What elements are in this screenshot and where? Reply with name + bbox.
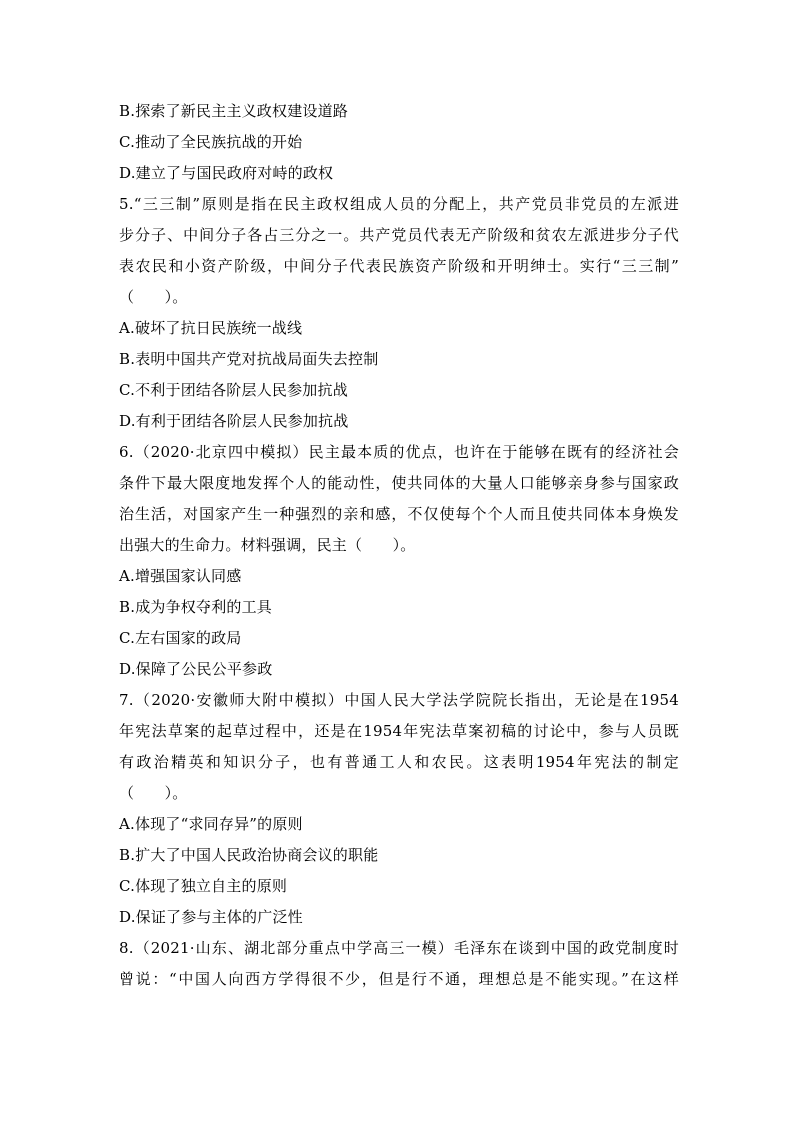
question-stem-line: 治生活，对国家产生一种强烈的亲和感，不仅使每个个人而且使共同体本身焕发 bbox=[119, 505, 679, 523]
question-4-options bbox=[119, 96, 679, 189]
question-stem-line: 出强大的生命力。材料强调，民主（ ）。 bbox=[119, 536, 416, 554]
option-d: D.有利于团结各阶层人民参加抗战 bbox=[119, 412, 349, 430]
option-b: B.扩大了中国人民政治协商会议的职能 bbox=[119, 846, 379, 864]
option-a: A.增强国家认同感 bbox=[119, 567, 242, 585]
option-b: B.表明中国共产党对抗战局面失去控制 bbox=[119, 350, 379, 368]
option-c: C.不利于团结各阶层人民参加抗战 bbox=[119, 381, 348, 399]
question-stem-line: 7.（2020·安徽师大附中模拟）中国人民大学法学院院长指出，无论是在1954 bbox=[119, 691, 679, 709]
question-stem-line: （ ）。 bbox=[119, 288, 188, 306]
question-stem-line: 曾说：“中国人向西方学得很不少，但是行不通，理想总是不能实现。”在这样 bbox=[119, 970, 679, 988]
option-d: D.保证了参与主体的广泛性 bbox=[119, 908, 303, 926]
question-stem-line: （ ）。 bbox=[119, 784, 188, 802]
option-a: A.体现了“求同存异”的原则 bbox=[119, 815, 303, 833]
option-c: C.推动了全民族抗战的开始 bbox=[119, 133, 303, 151]
question-stem-line: 步分子、中间分子各占三分之一。共产党员代表无产阶级和贫农左派进步分子代 bbox=[119, 226, 679, 244]
question-stem-line: 6.（2020·北京四中模拟）民主最本质的优点，也许在于能够在既有的经济社会 bbox=[119, 443, 679, 461]
question-8 bbox=[119, 933, 679, 995]
question-stem-line: 表农民和小资产阶级，中间分子代表民族资产阶级和开明绅士。实行“三三制” bbox=[119, 257, 679, 275]
option-a: A.破坏了抗日民族统一战线 bbox=[119, 319, 303, 337]
option-b: B.探索了新民主主义政权建设道路 bbox=[119, 102, 348, 120]
option-d: D.建立了与国民政府对峙的政权 bbox=[119, 164, 334, 182]
question-stem-line: 有政治精英和知识分子，也有普通工人和农民。这表明1954年宪法的制定 bbox=[119, 753, 679, 771]
question-stem-line: 8.（2021·山东、湖北部分重点中学高三一模）毛泽东在谈到中国的政党制度时 bbox=[119, 939, 679, 957]
question-stem-line: 5.“三三制”原则是指在民主政权组成人员的分配上，共产党员非党员的左派进 bbox=[119, 195, 679, 213]
question-stem-line: 年宪法草案的起草过程中，还是在1954年宪法草案初稿的讨论中，参与人员既 bbox=[119, 722, 679, 740]
question-5 bbox=[119, 189, 679, 437]
option-b: B.成为争权夺利的工具 bbox=[119, 598, 272, 616]
option-c: C.左右国家的政局 bbox=[119, 629, 242, 647]
option-d: D.保障了公民公平参政 bbox=[119, 660, 273, 678]
document-page bbox=[119, 96, 679, 995]
question-7 bbox=[119, 685, 679, 933]
question-stem-line: 条件下最大限度地发挥个人的能动性，使共同体的大量人口能够亲身参与国家政 bbox=[119, 474, 679, 492]
question-6 bbox=[119, 437, 679, 685]
option-c: C.体现了独立自主的原则 bbox=[119, 877, 288, 895]
